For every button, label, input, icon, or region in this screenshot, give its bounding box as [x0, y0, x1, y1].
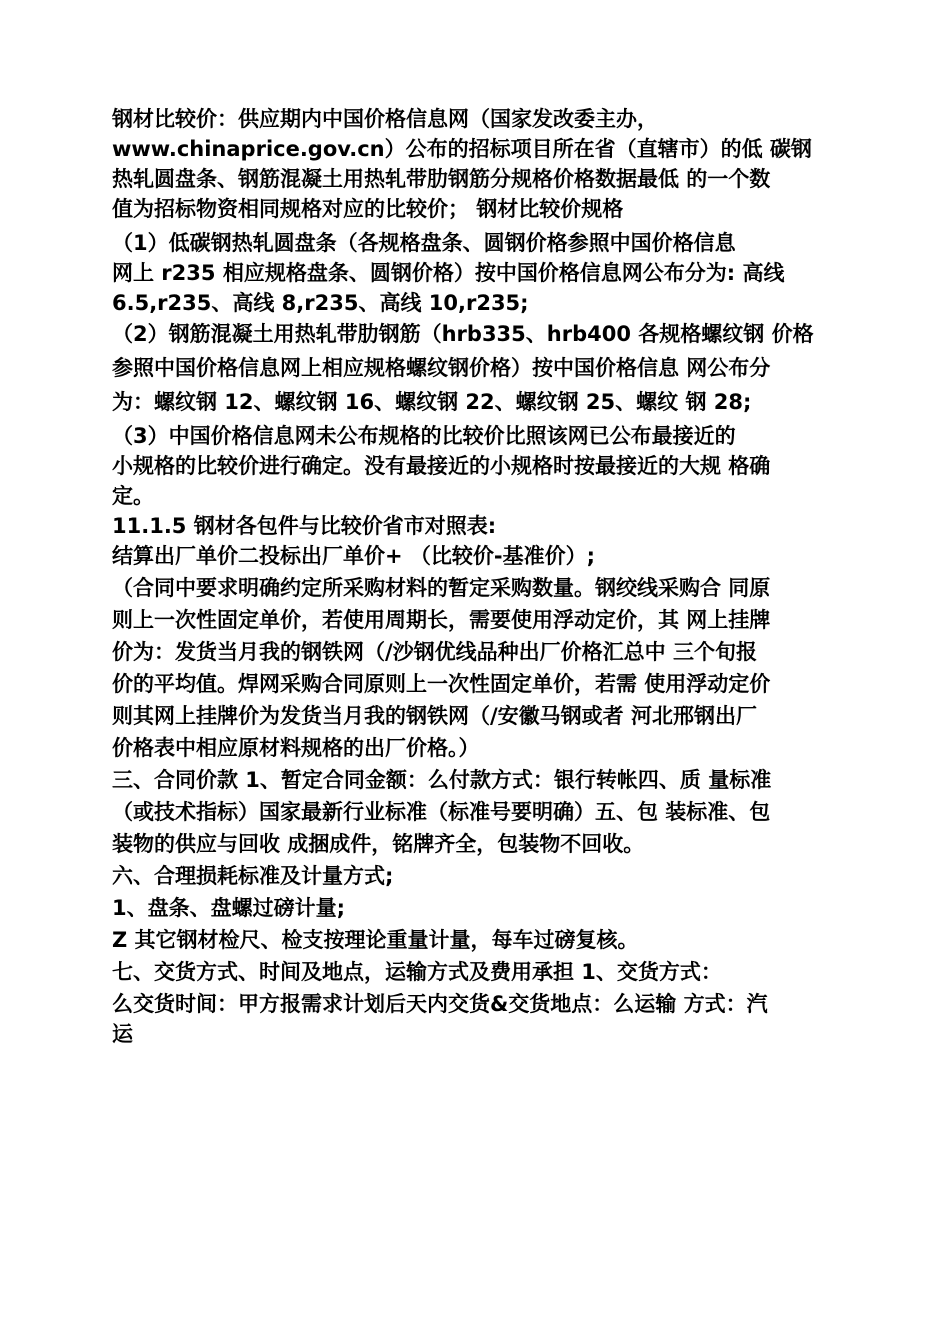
text-line: 七、交货方式、时间及地点，运输方式及费用承担 1、交货方式：	[112, 960, 722, 984]
text-line: （或技术指标）国家最新行业标准（标准号要明确）五、包 装标准、包	[112, 800, 771, 824]
text-line: 运	[112, 1022, 133, 1046]
text-line: （3）中国价格信息网未公布规格的比较价比照该网已公布最接近的	[112, 424, 736, 448]
text-line: 热轧圆盘条、钢筋混凝土用热轧带肋钢筋分规格价格数据最低 的一个数	[112, 167, 771, 191]
text-line: 价为：发货当月我的钢铁网（/沙钢优线品种出厂价格汇总中 三个旬报	[112, 640, 757, 664]
text-line: 网上 r235 相应规格盘条、圆钢价格）按中国价格信息网公布分为: 高线	[112, 261, 785, 285]
text-line: 则上一次性固定单价，若使用周期长，需要使用浮动定价，其 网上挂牌	[112, 608, 771, 632]
text-line: 结算出厂单价二投标出厂单价+ （比较价-基准价）;	[112, 544, 596, 568]
text-line: Z 其它钢材检尺、检支按理论重量计量，每车过磅复核。	[112, 928, 639, 952]
text-line: 6.5,r235、高线 8,r235、高线 10,r235;	[112, 291, 529, 315]
text-line: 1、盘条、盘螺过磅计量;	[112, 896, 346, 920]
text-line: 值为招标物资相同规格对应的比较价； 钢材比较价规格	[112, 197, 624, 221]
text-line: 定。	[112, 484, 154, 508]
text-line: 为：螺纹钢 12、螺纹钢 16、螺纹钢 22、螺纹钢 25、螺纹 钢 28;	[112, 390, 752, 414]
text-line: （2）钢筋混凝土用热轧带肋钢筋（hrb335、hrb400 各规格螺纹钢 价格	[112, 322, 814, 346]
text-line: （1）低碳钢热轧圆盘条（各规格盘条、圆钢价格参照中国价格信息	[112, 231, 736, 255]
text-line: 11.1.5 钢材各包件与比较价省市对照表:	[112, 514, 497, 538]
text-line: （合同中要求明确约定所采购材料的暂定采购数量。钢绞线采购合 同原	[112, 576, 771, 600]
text-line: 小规格的比较价进行确定。没有最接近的小规格时按最接近的大规 格确	[112, 454, 771, 478]
text-line: www.chinaprice.gov.cn）公布的招标项目所在省（直辖市）的低 碳钢	[112, 137, 812, 161]
text-line: 装物的供应与回收 成捆成件，铭牌齐全，包装物不回收。	[112, 832, 645, 856]
text-line: 么交货时间：甲方报需求计划后天内交货&交货地点：么运输 方式：汽	[112, 992, 768, 1016]
text-line: 六、合理损耗标准及计量方式;	[112, 864, 394, 888]
text-line: 参照中国价格信息网上相应规格螺纹钢价格）按中国价格信息 网公布分	[112, 356, 771, 380]
text-line: 价格表中相应原材料规格的出厂价格。）	[112, 736, 480, 760]
text-line: 三、合同价款 1、暂定合同金额：么付款方式：银行转帐四、质 量标准	[112, 768, 772, 792]
text-line: 价的平均值。焊网采购合同原则上一次性固定单价，若需 使用浮动定价	[112, 672, 771, 696]
text-line: 则其网上挂牌价为发货当月我的钢铁网（/安徽马钢或者 河北邢钢出厂	[112, 704, 757, 728]
text-line: 钢材比较价：供应期内中国价格信息网（国家发改委主办，	[112, 107, 658, 131]
document-body	[112, 104, 872, 1049]
